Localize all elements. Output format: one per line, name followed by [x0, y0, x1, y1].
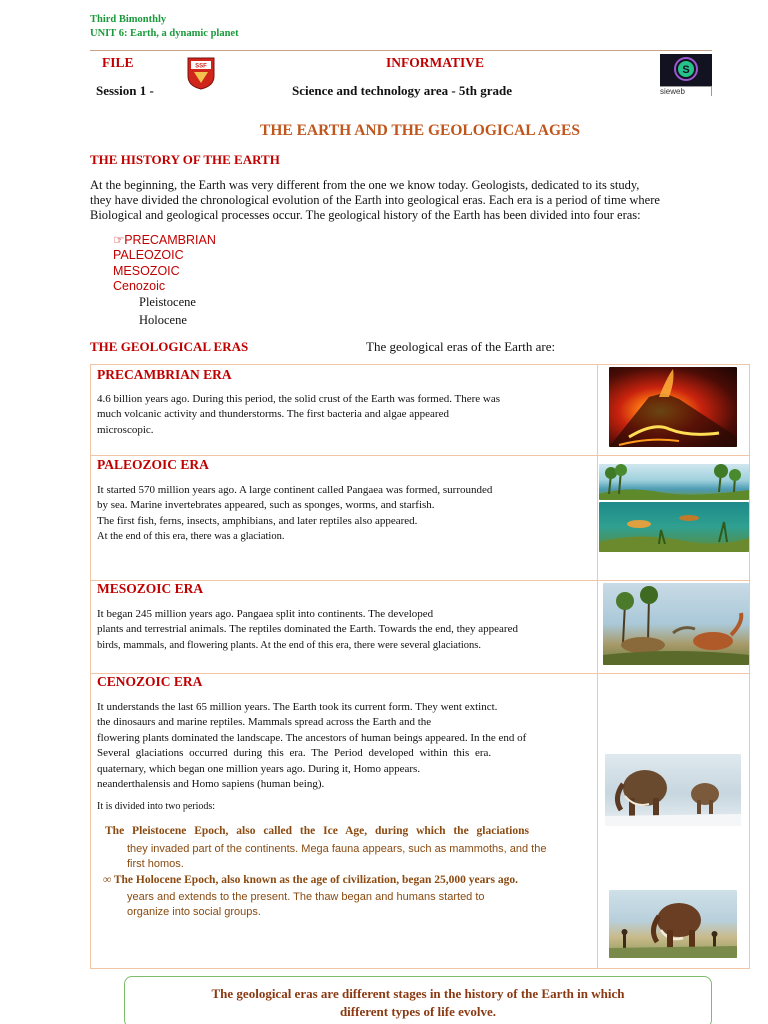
sieweb-caption: sieweb: [660, 86, 712, 96]
mammoths-image: [605, 754, 741, 826]
holocene-description: [127, 890, 597, 920]
mesozoic-era-box: [90, 580, 750, 674]
era-line: organize into social groups.: [127, 906, 261, 918]
informative-label: INFORMATIVE: [386, 55, 485, 70]
list-item-paleozoic: PALEOZOIC: [113, 248, 184, 263]
era-line: they invaded part of the continents. Mega fauna appears, such as mammoths, and the: [127, 843, 547, 855]
svg-text:S: S: [682, 64, 690, 76]
era-line: 4.6 billion years ago. During this period, the solid crust of the Earth was formed. There was: [97, 393, 501, 405]
school-logo: [186, 56, 216, 90]
geological-eras-intro: The geological eras of the Earth are:: [366, 339, 556, 354]
periods-list: [139, 293, 196, 329]
era-description: [97, 483, 597, 545]
header-divider: [90, 50, 712, 51]
era-line: much volcanic activity and thunderstorms. The first bacteria and algae appeared: [97, 408, 449, 421]
era-line: It began 245 million years ago. Pangaea split into continents. The developed: [97, 608, 434, 620]
pleistocene-description: [127, 842, 597, 872]
list-item-precambrian: ☞PRECAMBRIAN: [113, 233, 216, 247]
area-label: Science and technology area - 5th grade: [292, 83, 513, 98]
paleozoic-sea-image: [599, 502, 749, 552]
list-item-mesozoic: MESOZOIC: [113, 263, 180, 278]
precambrian-era-box: [90, 364, 750, 456]
era-title: PALEOZOIC ERA: [97, 457, 209, 472]
summary-line: different types of life evolve.: [339, 1004, 497, 1019]
history-heading: THE HISTORY OF THE EARTH: [90, 152, 280, 167]
unit-label: UNIT 6: Earth, a dynamic planet: [90, 28, 239, 39]
era-title: CENOZOIC ERA: [97, 674, 203, 689]
era-line: years and extends to the present. The thaw began and humans started to: [127, 891, 485, 903]
holocene-lead: ∞ The Holocene Epoch, also known as the age of civilization, began 25,000 years ago.: [103, 874, 518, 886]
bimonthly-label: Third Bimonthly: [90, 14, 167, 25]
era-line: neanderthalensis and Homo sapiens (human being).: [97, 778, 325, 791]
era-line: plants and terrestrial animals. The reptiles dominated the Earth. Towards the end, they appeared: [97, 623, 518, 636]
summary-line: The geological eras are different stages in the history of the Earth in which: [211, 986, 625, 1001]
era-line: microscopic.: [97, 423, 154, 436]
era-line: first homos.: [127, 858, 184, 870]
era-line: At the end of this era, there was a glaciation.: [97, 531, 285, 543]
era-title: MESOZOIC ERA: [97, 581, 204, 596]
era-description: [97, 700, 597, 792]
era-line: It started 570 million years ago. A large continent called Pangaea was formed, surrounded: [97, 484, 493, 496]
hunters-mammoth-image: [609, 890, 737, 958]
paleozoic-landscape-image: [599, 464, 749, 500]
era-description: [97, 607, 597, 653]
cenozoic-era-box: [90, 673, 750, 969]
svg-text:SSF: SSF: [195, 63, 207, 70]
era-line: the dinosaurs and marine reptiles. Mammals spread across the Earth and the: [97, 716, 432, 729]
era-line: flowering plants dominated the landscape. The ancestors of human beings appeared. In the end of: [97, 731, 527, 744]
era-line: It understands the last 65 million years. The Earth took its current form. They went extinct.: [97, 701, 498, 713]
sieweb-logo: [660, 54, 712, 86]
history-paragraph: [90, 178, 712, 224]
history-line: At the beginning, the Earth was very different from the one we know today. Geologists, dedicated to its study,: [90, 178, 640, 192]
paleozoic-era-box: [90, 455, 750, 581]
volcano-image: [609, 367, 737, 447]
list-item-holocene: Holocene: [139, 313, 187, 327]
era-line: The first fish, ferns, insects, amphibians, and later reptiles also appeared.: [97, 514, 418, 527]
page-title: THE EARTH AND THE GEOLOGICAL AGES: [259, 122, 581, 139]
era-line: quaternary, which began one million years ago. During it, Homo appears.: [97, 762, 421, 775]
file-label: FILE: [102, 55, 134, 70]
summary-box: [124, 976, 712, 1024]
session-label: Session 1 -: [96, 83, 154, 98]
era-title: PRECAMBRIAN ERA: [97, 367, 232, 382]
dinosaurs-image: [603, 583, 749, 665]
history-line: they have divided the chronological evolution of the Earth into geological eras. Each era is a period of time where: [90, 193, 660, 208]
pleistocene-lead: The Pleistocene Epoch, also called the Ice Age, during which the glaciations: [105, 825, 529, 837]
history-line: Biological and geological processes occur. The geological history of the Earth has been divided into four eras:: [90, 208, 641, 223]
era-line: by sea. Marine invertebrates appeared, such as sponges, worms, and starfish.: [97, 499, 435, 512]
geological-eras-heading: THE GEOLOGICAL ERAS: [90, 339, 249, 354]
eras-list: [113, 233, 216, 294]
list-item-cenozoic: Cenozoic: [113, 278, 166, 293]
periods-intro: It is divided into two periods:: [97, 801, 216, 812]
era-description: [97, 392, 597, 438]
era-line: Several glaciations occurred during this era. The Period developed within this era.: [97, 747, 492, 760]
list-item-pleistocene: Pleistocene: [139, 295, 196, 309]
era-line: birds, mammals, and flowering plants. At the end of this era, there were several glaciations.: [97, 639, 482, 651]
